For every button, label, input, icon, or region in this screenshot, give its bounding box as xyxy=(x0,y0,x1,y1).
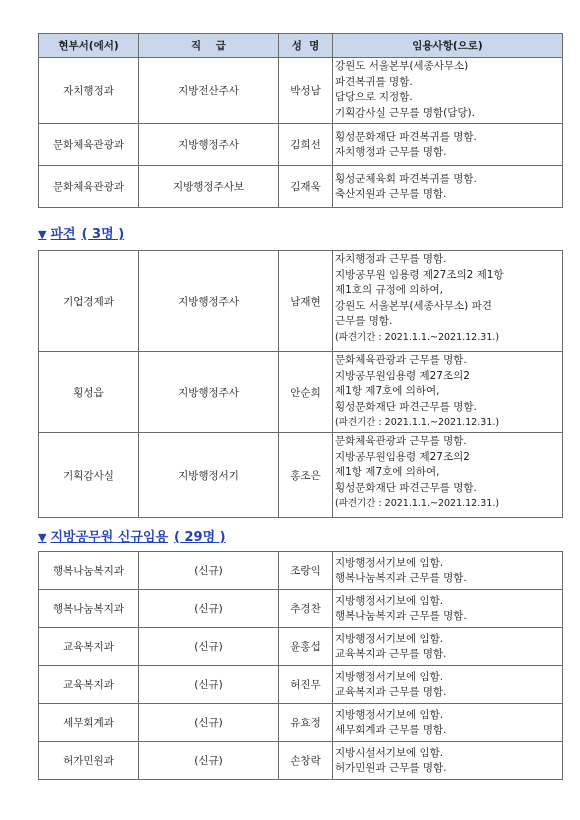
appointment-note xyxy=(333,124,563,166)
header-name: 성 명 xyxy=(279,34,333,58)
dept-cell: 기획감사실 xyxy=(39,433,139,518)
note-line: 지방공무원 임용령 제27조의2 제1항 xyxy=(335,268,504,281)
appointment-note xyxy=(333,352,563,433)
note-line: 횡성문화재단 파견복귀를 명함. xyxy=(335,130,477,143)
rank-cell: (신규) xyxy=(139,590,279,628)
header-dept: 현부서(에서) xyxy=(39,34,139,58)
table-row xyxy=(39,251,563,352)
appointment-note xyxy=(333,166,563,208)
note-line: 지방행정서기보에 임함. xyxy=(335,708,444,721)
note-line: 축산지원과 근무를 명함. xyxy=(335,188,447,200)
note-line: 문화체육관광과 근무를 명함. xyxy=(335,354,467,366)
appointment-note xyxy=(333,58,563,124)
note-line: 지방행정서기보에 임함. xyxy=(335,556,444,569)
dept-cell: 허가민원과 xyxy=(39,742,139,780)
note-line: 자치행정과 근무를 명함. xyxy=(335,253,447,265)
name-cell: 추경찬 xyxy=(279,590,333,628)
name-cell: 김희선 xyxy=(279,124,333,166)
table-row xyxy=(39,704,563,742)
appointment-note xyxy=(333,666,563,704)
note-line: 횡성문화재단 파견근무를 명함. xyxy=(335,481,477,494)
note-line: (파견기간 : 2021.1.1.~2021.12.31.) xyxy=(335,498,500,509)
name-cell: 안순희 xyxy=(279,352,333,433)
note-line: 강원도 서울본부(세종사무소) xyxy=(335,60,469,72)
name-cell: 윤홍섭 xyxy=(279,628,333,666)
appointment-note xyxy=(333,433,563,518)
appointment-table-new xyxy=(38,551,563,780)
table-row xyxy=(39,552,563,590)
table-row xyxy=(39,628,563,666)
rank-cell: 지방행정주사 xyxy=(139,124,279,166)
note-line: (파견기간 : 2021.1.1.~2021.12.31.) xyxy=(335,417,500,428)
rank-cell: (신규) xyxy=(139,666,279,704)
dept-cell: 횡성읍 xyxy=(39,352,139,433)
table-row xyxy=(39,590,563,628)
note-line: 기획감사실 근무를 명함(담당). xyxy=(335,106,475,119)
appointment-table-return xyxy=(38,33,563,208)
appointment-note xyxy=(333,251,563,352)
dept-cell: 기업경제과 xyxy=(39,251,139,352)
dept-cell: 행복나눔복지과 xyxy=(39,552,139,590)
note-line: 자치행정과 근무를 명함. xyxy=(335,146,447,158)
section-label: 지방공무원 신규임용 xyxy=(50,530,169,545)
appointment-table-dispatch xyxy=(38,250,563,518)
rank-cell: (신규) xyxy=(139,628,279,666)
section-count: ( 3명 ) xyxy=(81,227,125,242)
note-line: 강원도 서울본부(세종사무소) 파견 xyxy=(335,299,492,312)
name-cell: 홍조은 xyxy=(279,433,333,518)
table-row xyxy=(39,124,563,166)
note-line: 파견복귀를 명함. xyxy=(335,75,413,88)
dept-cell: 문화체육관광과 xyxy=(39,166,139,208)
note-line: 지방행정서기보에 임함. xyxy=(335,670,444,683)
note-line: 횡성문화재단 파견근무를 명함. xyxy=(335,400,477,413)
dept-cell: 자치행정과 xyxy=(39,58,139,124)
appointment-note xyxy=(333,552,563,590)
triangle-down-icon: ▼ xyxy=(38,228,47,241)
note-line: 지방공무원임용령 제27조의2 xyxy=(335,450,470,463)
name-cell: 김재욱 xyxy=(279,166,333,208)
note-line: 문화체육관광과 근무를 명함. xyxy=(335,435,467,447)
note-line: 담당으로 지정함. xyxy=(335,91,413,103)
dept-cell: 세무회계과 xyxy=(39,704,139,742)
table-header-row xyxy=(39,34,563,58)
rank-cell: 지방전산주사 xyxy=(139,58,279,124)
table-row xyxy=(39,742,563,780)
note-line: 횡성군체육회 파견복귀를 명함. xyxy=(335,172,477,185)
name-cell: 허진무 xyxy=(279,666,333,704)
rank-cell: 지방행정주사보 xyxy=(139,166,279,208)
header-rank: 직 급 xyxy=(139,34,279,58)
note-line: (파견기간 : 2021.1.1.~2021.12.31.) xyxy=(335,331,500,343)
rank-cell: 지방행정주사 xyxy=(139,352,279,433)
note-line: 제1호의 규정에 의하여, xyxy=(335,284,443,296)
rank-cell: 지방행정주사 xyxy=(139,251,279,352)
name-cell: 남재현 xyxy=(279,251,333,352)
note-line: 행복나눔복지과 근무를 명함. xyxy=(335,572,467,584)
name-cell: 박성남 xyxy=(279,58,333,124)
section-heading-new-appointment xyxy=(38,526,226,545)
dept-cell: 교육복지과 xyxy=(39,666,139,704)
table-row xyxy=(39,433,563,518)
appointment-note xyxy=(333,704,563,742)
section-label: 파견 xyxy=(50,227,76,242)
appointment-note xyxy=(333,628,563,666)
rank-cell: (신규) xyxy=(139,704,279,742)
appointment-note xyxy=(333,590,563,628)
section-heading-dispatch xyxy=(38,223,124,242)
note-line: 제1항 제7호에 의하여, xyxy=(335,466,440,478)
note-line: 행복나눔복지과 근무를 명함. xyxy=(335,610,467,622)
rank-cell: (신규) xyxy=(139,552,279,590)
table-row xyxy=(39,352,563,433)
note-line: 제1항 제7호에 의하여, xyxy=(335,385,440,397)
note-line: 세무회계과 근무를 명함. xyxy=(335,724,447,736)
note-line: 교육복지과 근무를 명함. xyxy=(335,648,447,660)
appointment-note xyxy=(333,742,563,780)
dept-cell: 행복나눔복지과 xyxy=(39,590,139,628)
rank-cell: 지방행정서기 xyxy=(139,433,279,518)
rank-cell: (신규) xyxy=(139,742,279,780)
note-line: 허가민원과 근무를 명함. xyxy=(335,762,447,774)
note-line: 지방행정서기보에 임함. xyxy=(335,594,444,607)
name-cell: 유효정 xyxy=(279,704,333,742)
note-line: 교육복지과 근무를 명함. xyxy=(335,686,447,698)
triangle-down-icon: ▼ xyxy=(38,531,47,544)
note-line: 지방시설서기보에 임함. xyxy=(335,746,444,759)
section-count: ( 29명 ) xyxy=(174,530,226,545)
table-row xyxy=(39,166,563,208)
dept-cell: 문화체육관광과 xyxy=(39,124,139,166)
header-note: 임용사항(으로) xyxy=(333,34,563,58)
note-line: 지방행정서기보에 임함. xyxy=(335,632,444,645)
name-cell: 손창락 xyxy=(279,742,333,780)
note-line: 근무를 명함. xyxy=(335,315,393,327)
table-row xyxy=(39,666,563,704)
name-cell: 조랑익 xyxy=(279,552,333,590)
note-line: 지방공무원임용령 제27조의2 xyxy=(335,369,470,382)
table-row xyxy=(39,58,563,124)
dept-cell: 교육복지과 xyxy=(39,628,139,666)
